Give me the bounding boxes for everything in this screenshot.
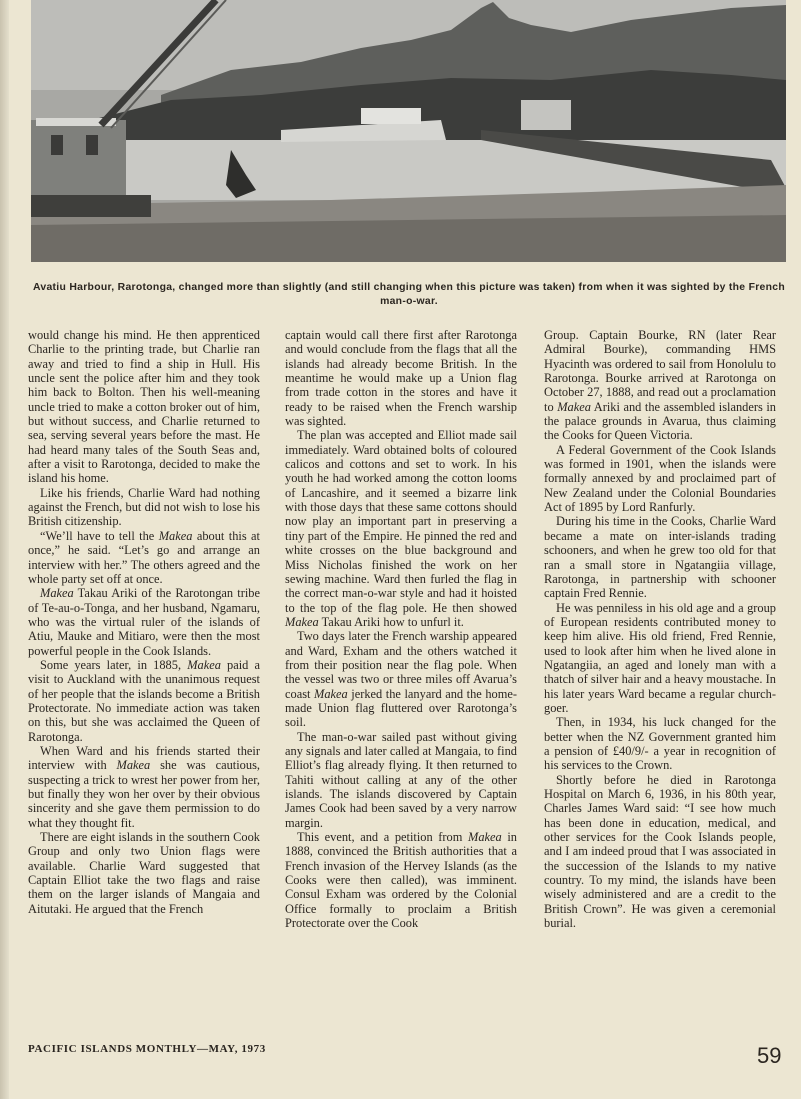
article-paragraph — [544, 773, 776, 931]
article-paragraph — [285, 428, 517, 629]
text-run: A Federal Government of the Cook Islands was formed in 1901, when the islands were formally annexed by and proclaimed part of New Zealand under the Colonial Boundaries Act of 1895 by Lord Ranfurly. — [544, 442, 776, 515]
magazine-footer: PACIFIC ISLANDS MONTHLY—MAY, 1973 — [28, 1043, 266, 1055]
text-run: captain would call there first after Rarotonga and would conclude from the flags that all the islands had already become British. In the meantime he would make up a Union flag from trade cotton in the stores and have it ready to be raised when the French warship was sighted. — [285, 328, 517, 429]
italic-ship-name: Makea — [116, 758, 151, 773]
italic-ship-name: Makea — [40, 586, 74, 601]
article-paragraph — [28, 486, 260, 529]
text-run: would change his mind. He then apprenticed Charlie to the printing trade, but Charlie ran away and tried to find a ship in Hull. His uncle sent the police after him and they took him back to Bolton. Then his well-meaning uncle tried to make a cotton broker out of him, but without success, and Charlie returned to sea, serving several years before the mast. He had heard many tales of the South Seas and, after a visit to Rarotonga, decided to make the island his home. — [28, 328, 260, 486]
text-run: Ariki and the assembled islanders in the palace grounds in Avarua, thus claiming the Cooks for Queen Victoria. — [544, 399, 776, 443]
article-paragraph — [285, 730, 517, 830]
text-run: He was penniless in his old age and a group of European residents contributed money to keep him alive. His old friend, Fred Rennie, used to look after him when he lived alone in Ngatangiia, an aged and lonely man with a thatch of silver hair and a heavy moustache. In his later years Ward became a regular church-goer. — [544, 600, 776, 715]
text-run: Group. Captain Bourke, RN (later Rear Admiral Bourke), commanding HMS Hyacinth was ordered to sail from Honolulu to Rarotonga. Bourke arrived at Rarotonga on October 27, 1888, and read out a proclamation to — [544, 328, 776, 414]
photo-caption: Avatiu Harbour, Rarotonga, changed more than slightly (and still changing when this picture was taken) from when it was sighted by the French man-o-war. — [32, 282, 786, 307]
article-paragraph — [28, 744, 260, 830]
article-column-3 — [544, 328, 776, 930]
article-paragraph — [544, 601, 776, 716]
text-run: Then, in 1934, his luck changed for the better when the NZ Government granted him a pension of £40/9/- a year in recognition of his services to the Crown. — [544, 715, 776, 773]
article-paragraph — [28, 658, 260, 744]
article-paragraph — [544, 514, 776, 600]
harbour-photo — [31, 0, 786, 262]
italic-ship-name: Makea — [557, 399, 591, 414]
article-column-1 — [28, 328, 260, 916]
text-run: jerked the lanyard and the home-made Union flag fluttered over Rarotonga’s soil. — [285, 686, 517, 730]
italic-ship-name: Makea — [158, 528, 193, 543]
text-run: Takau Ariki of the Rarotongan tribe of Te-au-o-Tonga, and her husband, Ngamaru, who was the virtual ruler of the islands of Atiu, Mauke and Mitiaro, were then the most powerful people in the Cook Islands. — [28, 586, 260, 658]
text-run: Like his friends, Charlie Ward had nothing against the French, but did not wish to lose his British citizenship. — [28, 485, 260, 529]
text-run: “We’ll have to tell the — [40, 528, 159, 543]
text-run: paid a visit to Auckland with the unanimous request of her people that the islands become a British Protectorate. No immediate action was taken on this, but she was acclaimed the Queen of Rarotonga. — [28, 657, 261, 744]
italic-ship-name: Makea — [187, 657, 221, 672]
text-run: When Ward and his friends started their interview with — [28, 743, 260, 773]
page-binding-edge — [0, 0, 9, 1099]
text-run: she was cautious, suspecting a trick to wrest her power from her, but finally they won her over by their obvious sincerity and she gave them permission to do what they thought fit. — [28, 758, 260, 830]
text-run: The plan was accepted and Elliot made sail immediately. Ward obtained bolts of coloured calicos and cottons and set to work. In his youth he had worked among the cotton looms of Lancashire, and it seemed a bizarre link with those days that these same cottons should now play an important part in preserving a tiny part of the Empire. He pinned the red and white crosses on the blue background and Miss Nicholas finished the work on her sewing machine. Ward then furled the flag in the correct man-o-war style and had it hoisted to the top of the flag pole. He then showed — [285, 428, 517, 615]
text-run: During his time in the Cooks, Charlie Ward became a mate on inter-islands trading schooners, and when he grew too old for that ran a small store in Ngatangiia village, Rarotonga, in partnership with schooner captain Fred Rennie. — [544, 514, 776, 601]
article-column-2 — [285, 328, 517, 930]
text-run: The man-o-war sailed past without giving any signals and later called at Mangaia, to find Elliot’s flag already flying. It then returned to Tahiti without calling at any of the other islands. The islands discovered by Captain James Cook had been saved by a very narrow margin. — [285, 729, 517, 830]
page-number: 59 — [757, 1043, 782, 1068]
text-run: about this at once,” he said. “Let’s go and arrange an interview with her.” The others agreed and the whole party set off at once. — [28, 528, 260, 586]
text-run: Two days later the French warship appeared and Ward, Exham and the others watched it from their position near the flag pole. When the vessel was two or three miles off Avarua’s coast — [285, 629, 517, 701]
article-paragraph — [28, 529, 260, 586]
text-run: There are eight islands in the southern Cook Group and only two Union flags were available. Charlie Ward suggested that Captain Elliot take the two flags and raise them on the larger islands of Mangaia and Aitutaki. He argued that the French — [28, 830, 260, 916]
article-paragraph — [544, 715, 776, 772]
article-paragraph — [28, 586, 260, 658]
text-run: in 1888, convinced the British authorities that a French invasion of the Hervey Islands (as the Cooks were then called), was imminent. Consul Exham was ordered by the Colonial Office formally to proclaim a British Protectorate over the Cook — [285, 830, 517, 931]
article-paragraph — [28, 830, 260, 916]
italic-ship-name: Makea — [285, 614, 319, 629]
article-paragraph — [285, 629, 517, 729]
article-paragraph — [28, 328, 260, 486]
article-paragraph — [285, 328, 517, 428]
article-paragraph — [544, 328, 776, 443]
text-run: Some years later, in 1885, — [40, 657, 188, 672]
text-run: This event, and a petition from — [297, 830, 468, 845]
italic-ship-name: Makea — [314, 686, 348, 701]
italic-ship-name: Makea — [468, 830, 502, 845]
text-run: Takau Ariki how to unfurl it. — [318, 614, 464, 629]
article-paragraph — [544, 443, 776, 515]
article-paragraph — [285, 830, 517, 930]
text-run: Shortly before he died in Rarotonga Hospital on March 6, 1936, in his 80th year, Charles James Ward said: “I see how much has been done in education, medical, and other services for the Cook Islands people, and I am indeed proud that I was associated in the succession of the Islands to my native country. To my mind, the islands have been wisely administered and are a credit to the British Crown”. He was given a ceremonial burial. — [544, 772, 776, 931]
